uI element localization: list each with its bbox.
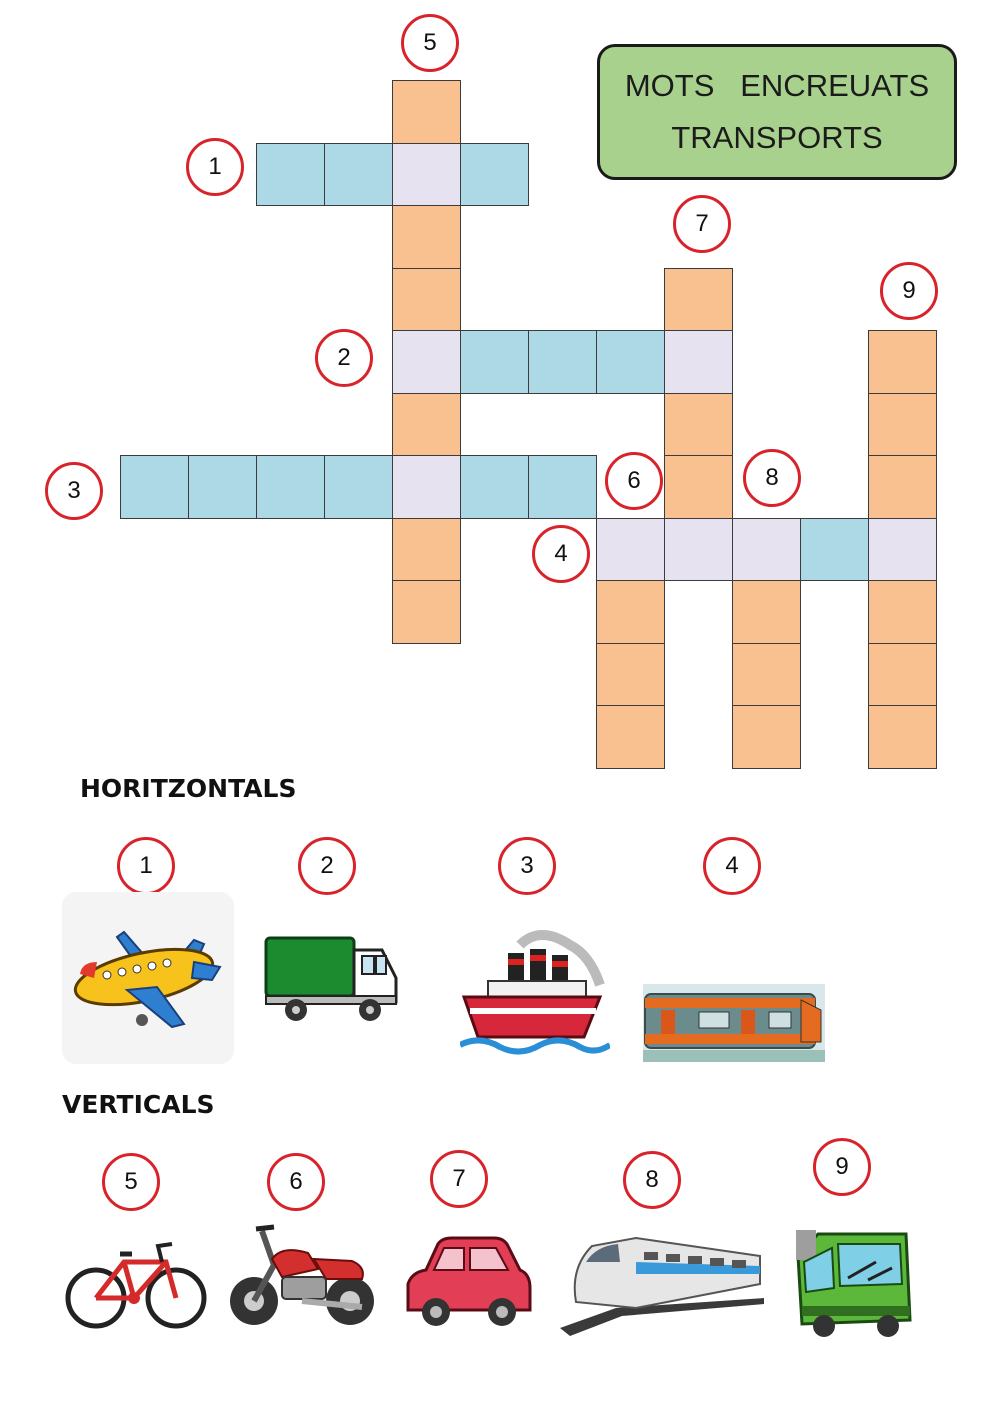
intersection-cell[interactable] (732, 518, 801, 582)
clue-number-7: 7 (430, 1150, 488, 1208)
intersection-cell[interactable] (664, 518, 733, 582)
word-3-cell[interactable] (188, 455, 257, 519)
word-1-cell[interactable] (324, 143, 393, 207)
bicycle-icon (62, 1232, 212, 1342)
clue-number-4: 4 (703, 837, 761, 895)
grid-number-2: 2 (315, 329, 373, 387)
word-2-cell[interactable] (460, 330, 529, 394)
word-2-cell[interactable] (596, 330, 665, 394)
word-5-cell[interactable] (392, 580, 461, 644)
word-9-cell[interactable] (868, 643, 937, 707)
word-3-cell[interactable] (120, 455, 189, 519)
intersection-cell[interactable] (596, 518, 665, 582)
word-1-cell[interactable] (460, 143, 529, 207)
grid-number-4: 4 (532, 525, 590, 583)
grid-number-8: 8 (743, 449, 801, 507)
title-box (597, 44, 957, 180)
word-5-cell[interactable] (392, 518, 461, 582)
intersection-cell[interactable] (664, 330, 733, 394)
word-6-cell[interactable] (596, 643, 665, 707)
word-3-cell[interactable] (460, 455, 529, 519)
word-8-cell[interactable] (732, 643, 801, 707)
grid-number-5: 5 (401, 14, 459, 72)
word-5-cell[interactable] (392, 393, 461, 457)
word-7-cell[interactable] (664, 393, 733, 457)
word-9-cell[interactable] (868, 455, 937, 519)
motorcycle-icon (222, 1215, 380, 1335)
high-speed-train-icon (556, 1228, 764, 1338)
clue-number-6: 6 (267, 1153, 325, 1211)
intersection-cell[interactable] (392, 455, 461, 519)
metro-train-icon (643, 984, 825, 1062)
word-2-cell[interactable] (528, 330, 597, 394)
clue-number-9: 9 (813, 1138, 871, 1196)
word-1-cell[interactable] (256, 143, 325, 207)
car-icon (402, 1232, 534, 1332)
grid-number-3: 3 (45, 462, 103, 520)
grid-number-7: 7 (673, 195, 731, 253)
title-line-1: MOTS ENCREUATS (624, 68, 930, 103)
word-3-cell[interactable] (528, 455, 597, 519)
word-7-cell[interactable] (664, 268, 733, 332)
grid-number-9: 9 (880, 262, 938, 320)
word-9-cell[interactable] (868, 705, 937, 769)
airplane-icon (62, 892, 234, 1064)
word-5-cell[interactable] (392, 268, 461, 332)
word-3-cell[interactable] (324, 455, 393, 519)
word-5-cell[interactable] (392, 205, 461, 269)
word-8-cell[interactable] (732, 705, 801, 769)
clue-number-3: 3 (498, 837, 556, 895)
bus-icon (788, 1228, 914, 1342)
word-9-cell[interactable] (868, 393, 937, 457)
clue-number-1: 1 (117, 837, 175, 895)
word-7-cell[interactable] (664, 455, 733, 519)
word-6-cell[interactable] (596, 705, 665, 769)
garbage-truck-icon (262, 930, 402, 1030)
verticals-heading: VERTICALS (62, 1090, 215, 1119)
grid-number-6: 6 (605, 452, 663, 510)
word-9-cell[interactable] (868, 330, 937, 394)
word-6-cell[interactable] (596, 580, 665, 644)
grid-number-1: 1 (186, 138, 244, 196)
horizontals-heading: HORITZONTALS (80, 774, 297, 803)
ship-icon (460, 925, 610, 1060)
word-4-cell[interactable] (800, 518, 869, 582)
intersection-cell[interactable] (392, 330, 461, 394)
clue-number-5: 5 (102, 1153, 160, 1211)
intersection-cell[interactable] (868, 518, 937, 582)
title-line-2: TRANSPORTS (671, 120, 883, 155)
intersection-cell[interactable] (392, 143, 461, 207)
word-5-cell[interactable] (392, 80, 461, 144)
word-8-cell[interactable] (732, 580, 801, 644)
clue-number-2: 2 (298, 837, 356, 895)
clue-number-8: 8 (623, 1151, 681, 1209)
word-3-cell[interactable] (256, 455, 325, 519)
word-9-cell[interactable] (868, 580, 937, 644)
